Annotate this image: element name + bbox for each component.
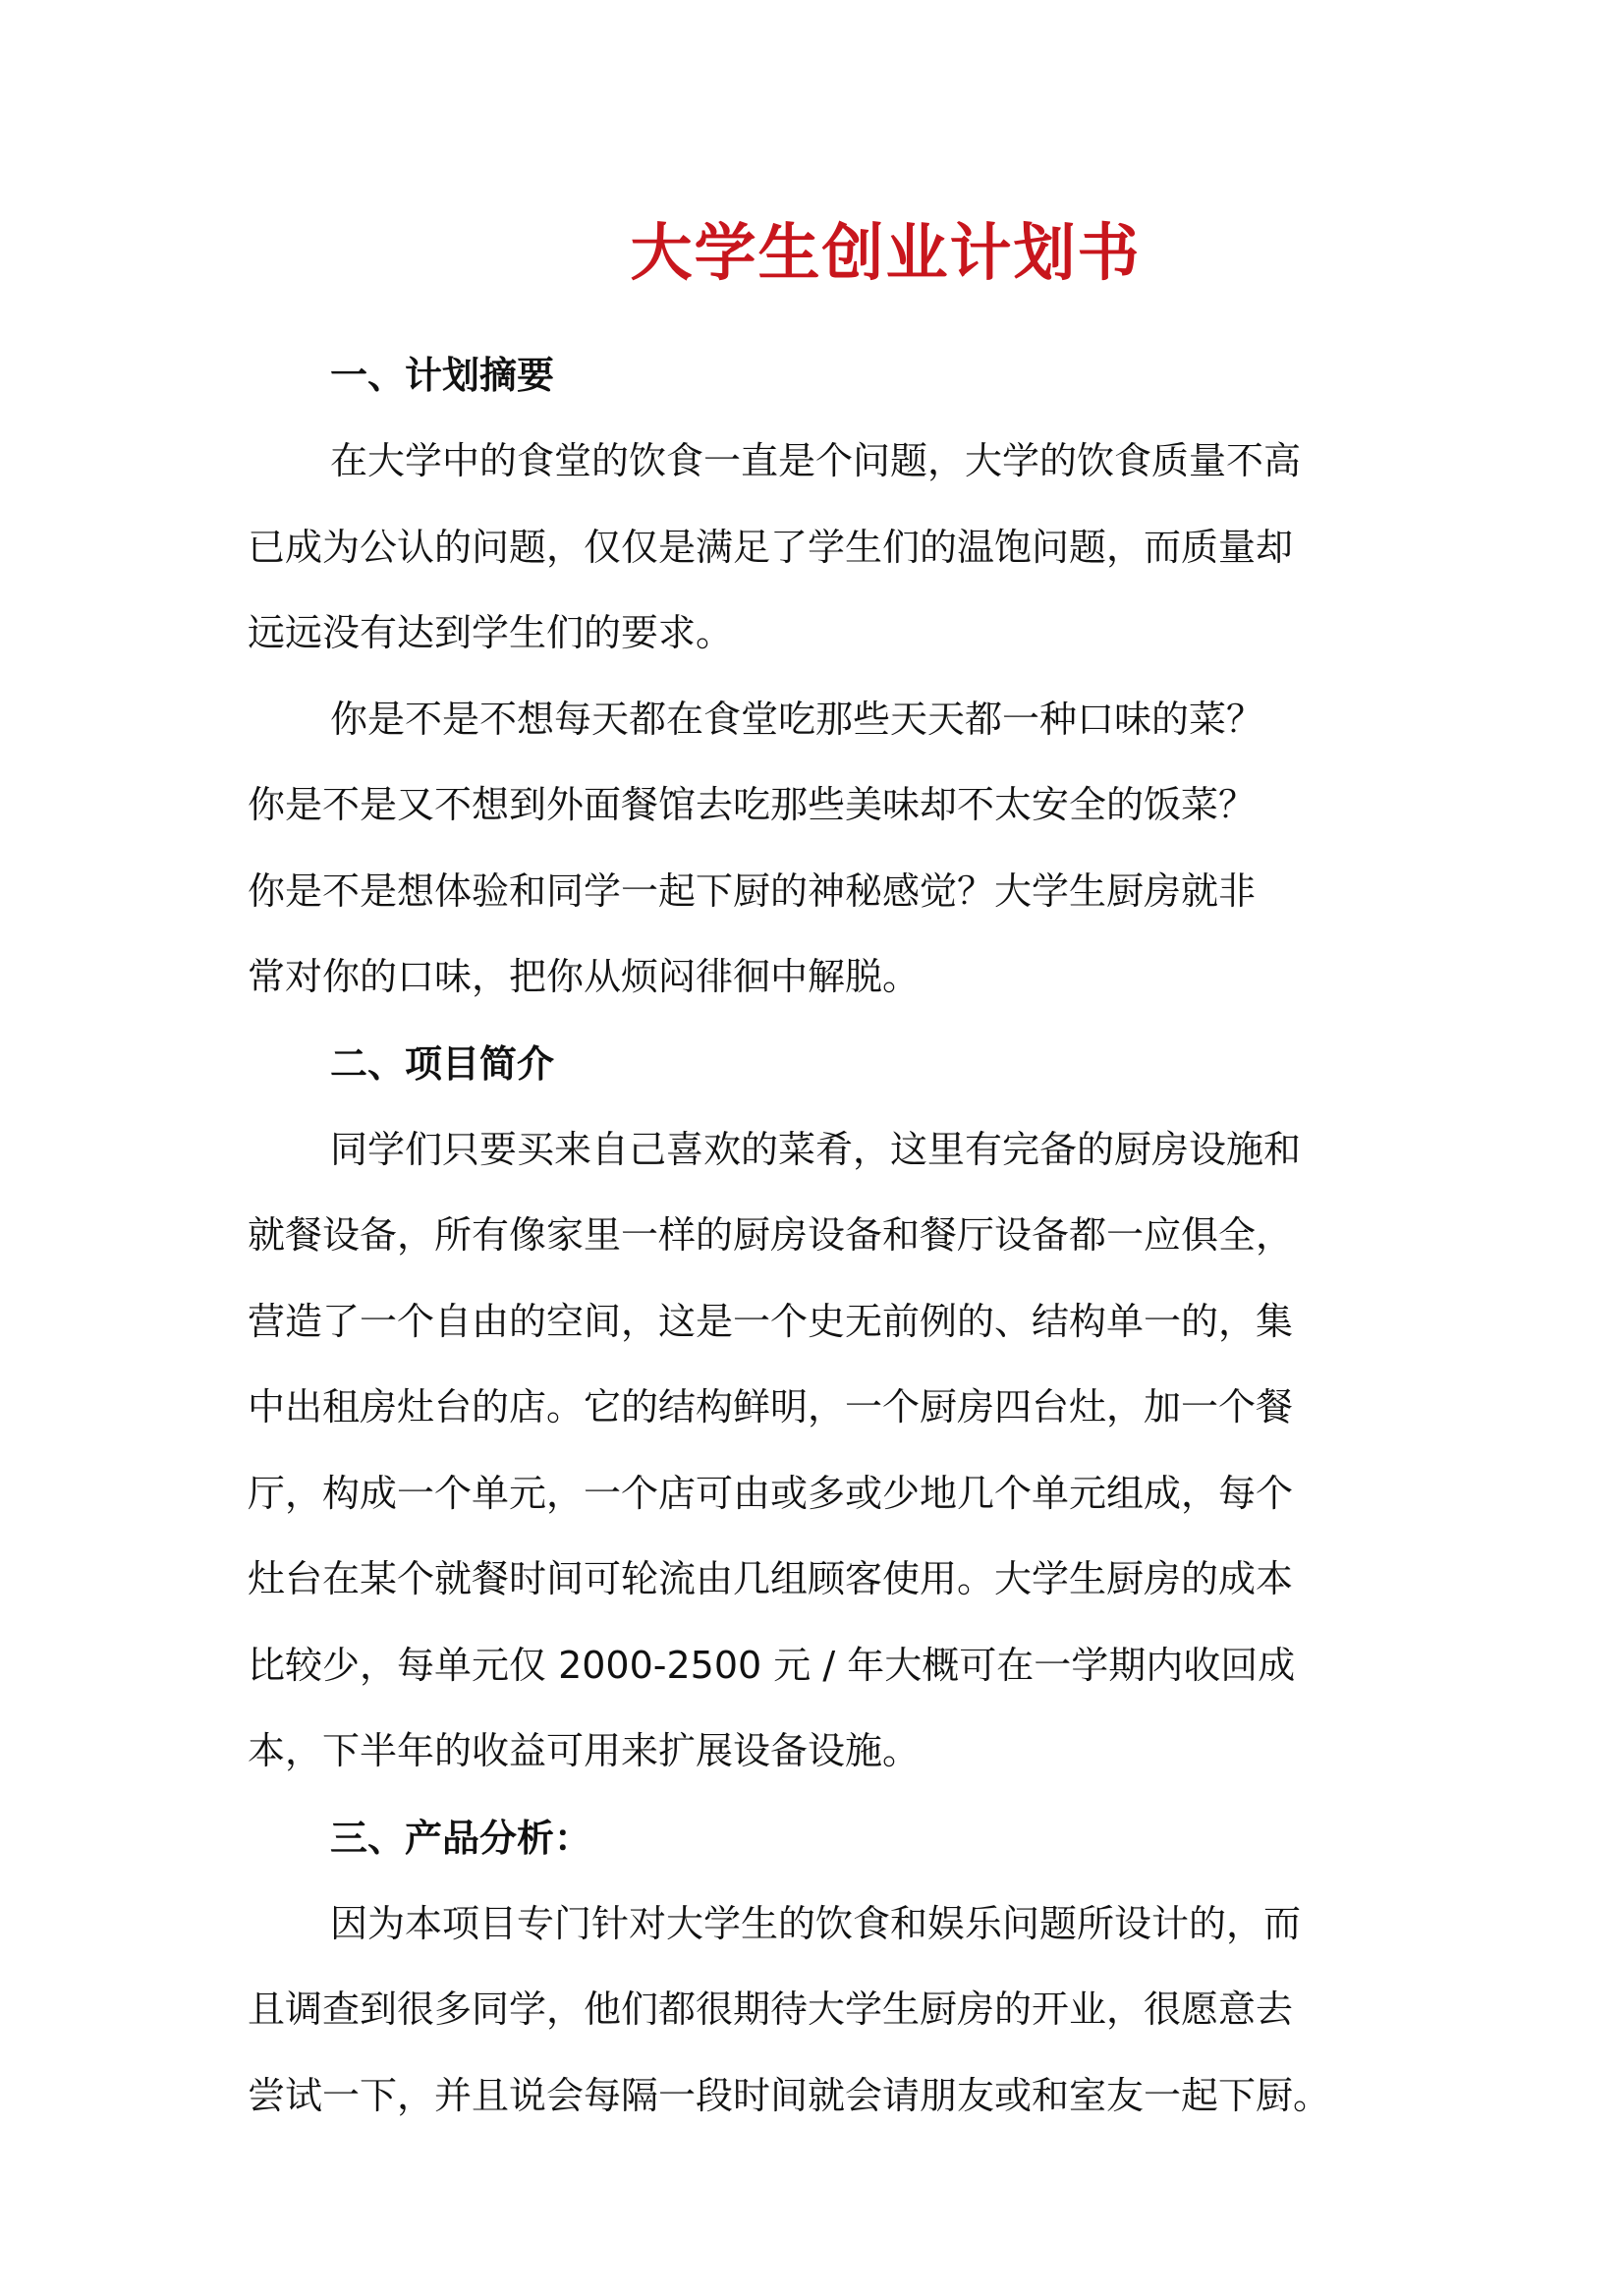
- paragraph: [248, 1881, 1407, 2140]
- section-heading-product-analysis: 三、产品分析：: [330, 1816, 592, 1860]
- section-heading-summary: 一、计划摘要: [330, 354, 555, 397]
- text-line: 本，下半年的收益可用来扩展设备设施。: [248, 1729, 921, 1772]
- page-title: 大学生创业计划书: [630, 217, 1142, 289]
- text-line: 同学们只要买来自己喜欢的菜肴，这里有完备的厨房设施和: [330, 1127, 1302, 1171]
- text-line: 在大学中的食堂的饮食一直是个问题，大学的饮食质量不高: [330, 439, 1302, 482]
- text-line: 中出租房灶台的店。它的结构鲜明，一个厨房四台灶，加一个餐: [248, 1385, 1294, 1428]
- paragraph: [248, 1107, 1407, 1795]
- paragraph: [248, 419, 1407, 677]
- document-body: [248, 332, 1407, 2139]
- text-line: 比较少，每单元仅 2000-2500 元 / 年大概可在一学期内收回成: [248, 1643, 1296, 1687]
- text-line: 远远没有达到学生们的要求。: [248, 611, 734, 654]
- text-line: 就餐设备，所有像家里一样的厨房设备和餐厅设备都一应俱全，: [248, 1213, 1294, 1257]
- text-line: 尝试一下，并且说会每隔一段时间就会请朋友或和室友一起下厨。: [248, 2073, 1331, 2117]
- text-line: 厅，构成一个单元，一个店可由或多或少地几个单元组成，每个: [248, 1471, 1294, 1515]
- text-line: 灶台在某个就餐时间可轮流由几组顾客使用。大学生厨房的成本: [248, 1557, 1294, 1600]
- text-line: 因为本项目专门针对大学生的饮食和娱乐问题所设计的，而: [330, 1901, 1302, 1945]
- text-line: 你是不是想体验和同学一起下厨的神秘感觉？大学生厨房就非: [248, 868, 1257, 913]
- text-line: 营造了一个自由的空间，这是一个史无前例的、结构单一的，集: [248, 1299, 1294, 1343]
- text-line: 且调查到很多同学，他们都很期待大学生厨房的开业，很愿意去: [248, 1988, 1294, 2031]
- paragraph: [248, 677, 1407, 1021]
- section-heading-introduction: 二、项目简介: [330, 1041, 555, 1086]
- text-line: 常对你的口味，把你从烦闷徘徊中解脱。: [248, 955, 921, 998]
- text-line: 已成为公认的问题，仅仅是满足了学生们的温饱问题，而质量却: [248, 525, 1294, 569]
- text-line: 你是不是又不想到外面餐馆去吃那些美味却不太安全的饭菜？: [248, 783, 1257, 826]
- text-line: 你是不是不想每天都在食堂吃那些天天都一种口味的菜？: [330, 697, 1264, 741]
